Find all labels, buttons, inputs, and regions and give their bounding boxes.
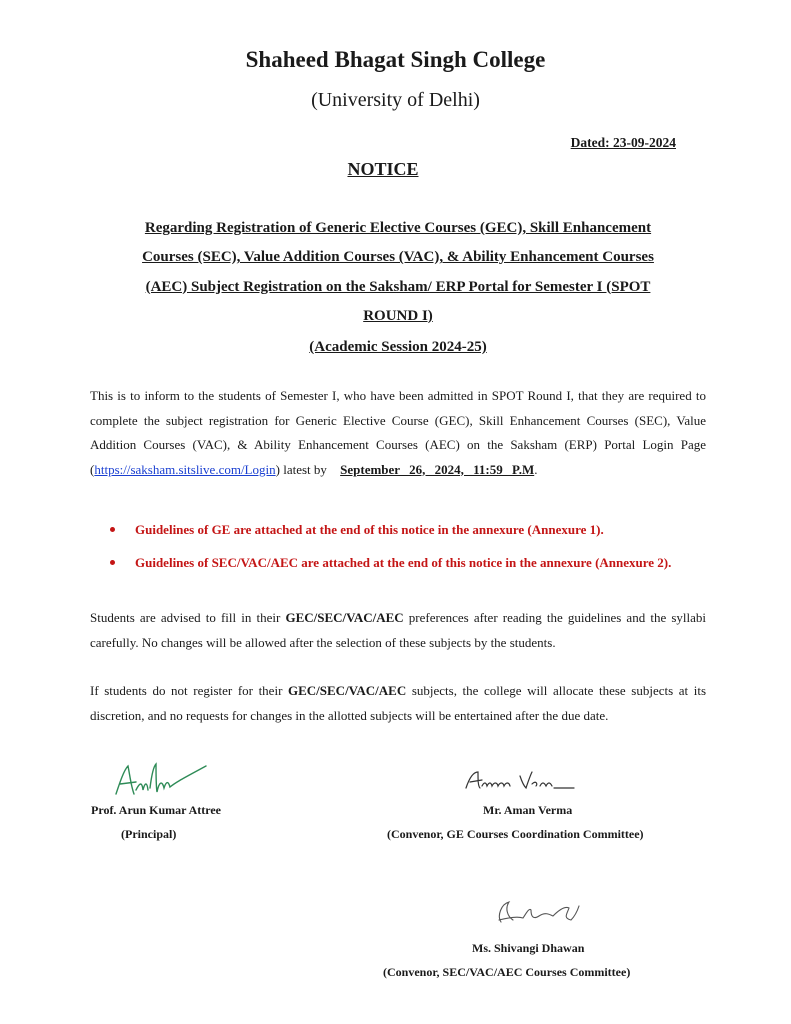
bullet-icon (110, 527, 115, 532)
subject-line: Regarding Registration of Generic Elective Courses (GEC), Skill Enhancement (144, 220, 652, 236)
advice-paragraph (90, 606, 706, 655)
convenor-signature-icon (462, 768, 580, 794)
course-codes: GEC/SEC/VAC/AEC (288, 683, 407, 698)
academic-session: (Academic Session 2024-25) (309, 339, 487, 355)
convenor-gec-name: Mr. Aman Verma (483, 803, 573, 817)
allocation-text: If students do not register for their (90, 683, 288, 698)
saksham-login-link[interactable]: https://saksham.sitslive.com/Login (94, 461, 276, 477)
list-item (108, 518, 706, 542)
subject-line: (AEC) Subject Registration on the Saksham/ ERP Portal for Semester I (SPOT (145, 278, 651, 295)
bullet-icon (110, 560, 115, 565)
convenor-sec-role: (Convenor, SEC/VAC/AEC Courses Committee) (383, 965, 631, 979)
principal-name: Prof. Arun Kumar Attree (91, 803, 221, 817)
university-name: (University of Delhi) (311, 89, 480, 111)
course-codes: GEC/SEC/VAC/AEC (285, 610, 404, 625)
guideline-sec: Guidelines of SEC/VAC/AEC are attached at the end of this notice in the annexure (Annexure 2). (135, 555, 672, 570)
intro-text-after-link: ) latest by (275, 461, 327, 477)
allocation-paragraph (90, 679, 706, 728)
notice-date: Dated: 23-09-2024 (570, 135, 676, 150)
advice-text-end: preferences after reading the guidelines and the syllabi carefully. No changes will be allowed after the selection of these subjects by the students. (90, 610, 706, 650)
deadline: September 26, 2024, 11:59 P.M (340, 461, 535, 477)
principal-signature-icon (110, 760, 215, 802)
convenor-sec-signature-icon (493, 896, 585, 928)
college-name: Shaheed Bhagat Singh College (245, 47, 546, 72)
subject-line: ROUND I) (363, 307, 433, 324)
convenor-sec-name: Ms. Shivangi Dhawan (472, 941, 585, 955)
list-item (108, 551, 706, 575)
period: . (534, 461, 538, 477)
guideline-ge: Guidelines of GE are attached at the end of this notice in the annexure (Annexure 1). (135, 522, 604, 537)
intro-paragraph (90, 384, 706, 482)
intro-text: This is to inform to the students of Semester I, who have been admitted in SPOT Round I, that they are required to complete the subject registration for Generic Elective Course (GEC), Skill Enhancement Courses (SEC), Value Addition Courses (VAC), & Ability Enhancement Courses (AEC) on the Saksham (ERP) Portal Login Page ( (90, 388, 706, 477)
principal-role: (Principal) (121, 827, 177, 841)
allocation-text-end: subjects, the college will allocate these subjects at its discretion, and no requests for changes in the allotted subjects will be entertained after the due date. (90, 683, 707, 723)
subject-line: Courses (SEC), Value Addition Courses (VAC), & Ability Enhancement Courses (142, 249, 654, 266)
notice-title: NOTICE (347, 159, 419, 179)
guidelines-list (108, 518, 706, 584)
advice-text: Students are advised to fill in their (90, 610, 286, 625)
convenor-gec-role: (Convenor, GE Courses Coordination Committee) (387, 827, 644, 841)
notice-subject (100, 214, 696, 331)
